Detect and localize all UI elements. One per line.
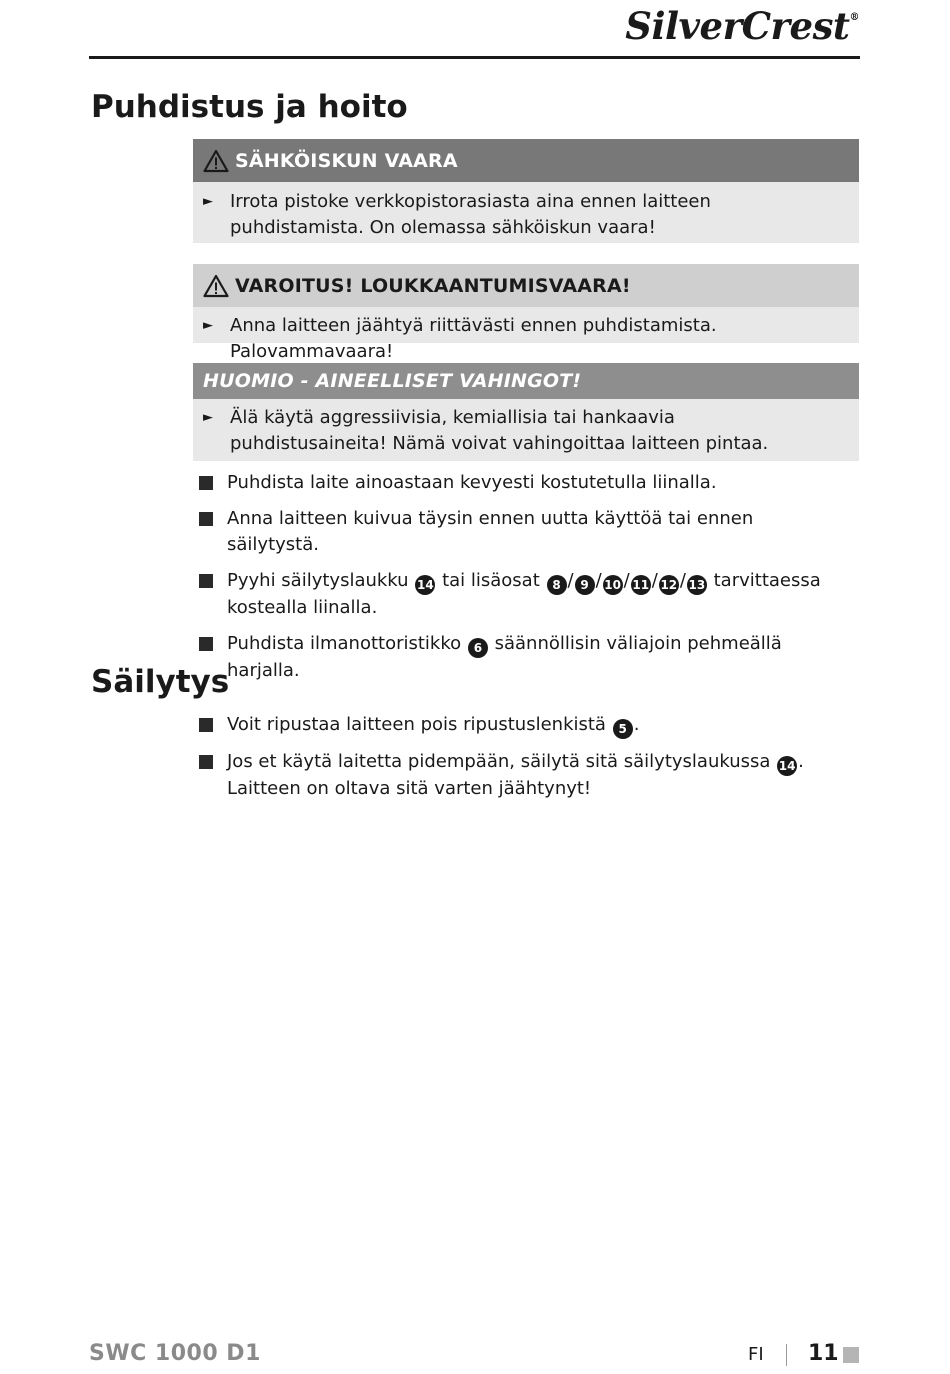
danger-box [193,139,859,243]
list-item [199,470,849,496]
danger-heading: SÄHKÖISKUN VAARA [235,149,458,172]
arrow-right-icon: ► [203,194,213,209]
section-title-cleaning: Puhdistus ja hoito [91,89,408,125]
warning-triangle-icon [203,149,229,173]
part-number-badge: 5 [613,719,633,739]
notice-box [193,363,859,461]
square-bullet-icon [199,637,213,651]
part-number-badge: 9 [575,575,595,595]
list-item: Jos et käytä laitetta pidempään, säilytä sitä säilytyslaukussa 14 . Laitteen on oltava sitä varten jäähtynyt! [199,749,849,802]
list-item-text: Puhdista ilmanottoristikko [227,633,462,654]
header-rule [89,56,860,59]
list-item-text: tai lisäosat [442,570,540,591]
part-number-badge: 6 [468,638,488,658]
warning-item-text: Anna laitteen jäähtyä riittävästi ennen puhdistamista. Palovammavaara! [230,315,717,362]
square-bullet-icon [199,718,213,732]
footer-square-icon [843,1347,859,1363]
cleaning-bullet-list [199,470,849,694]
warning-box-header [193,264,859,307]
square-bullet-icon [199,512,213,526]
part-number-badge: 11 [631,575,651,595]
warning-box-body [193,307,859,362]
arrow-right-icon: ► [203,318,213,333]
danger-box-body [193,182,859,243]
list-item: Pyyhi säilytyslaukku 14 tai lisäosat 8 / 9 / 10 / 11 / 12 / 13 tarvittaessa kostealla liinalla. [199,568,849,621]
list-item-text: Voit ripustaa laitteen pois ripustuslenkistä [227,714,606,735]
list-item-text: Jos et käytä laitetta pidempään, säilytä sitä säilytyslaukussa [227,751,771,772]
footer-language: FI [748,1344,764,1365]
square-bullet-icon [199,476,213,490]
part-number-badge: 14 [777,756,797,776]
section-title-storage: Säilytys [91,664,230,700]
page-number: 11 [808,1341,839,1366]
warning-item [193,313,859,365]
list-item-text: tarvittaessa kostealla liinalla. [227,570,821,618]
list-item: Voit ripustaa laitteen pois ripustuslenkistä 5 . [199,712,849,739]
list-item-text: säännöllisin väliajoin pehmeällä harjalla. [227,633,782,681]
notice-box-header [193,363,859,399]
notice-item [193,405,820,457]
silvercrest-logo: SilverCrest® [625,4,859,48]
notice-box-body [193,399,859,461]
notice-item-text: Älä käytä aggressiivisia, kemiallisia tai hankaavia puhdistusaineita! Nämä voivat vahingoittaa laitteen pintaa. [230,407,769,454]
danger-box-header [193,139,859,182]
footer-separator [786,1344,787,1366]
part-number-badge: 13 [687,575,707,595]
list-item [199,631,849,684]
notice-heading: HUOMIO - AINEELLISET VAHINGOT! [203,370,582,392]
square-bullet-icon [199,574,213,588]
danger-item-text: Irrota pistoke verkkopistorasiasta aina ennen laitteen puhdistamista. On olemassa sähköiskun vaara! [230,191,711,238]
part-number-badge: 14 [415,575,435,595]
arrow-right-icon: ► [203,410,213,425]
list-item-text: Anna laitteen kuivua täysin ennen uutta käyttöä tai ennen säilytystä. [227,508,754,555]
list-item [199,506,849,558]
warning-box [193,264,859,362]
part-number-badge: 10 [603,575,623,595]
storage-bullet-list [199,712,849,812]
square-bullet-icon [199,755,213,769]
danger-item [193,189,820,241]
footer-model: SWC 1000 D1 [89,1341,261,1366]
list-item-text: Laitteen on oltava sitä varten jäähtynyt! [227,778,592,799]
list-item-text: Pyyhi säilytyslaukku [227,570,409,591]
part-number-badge: 12 [659,575,679,595]
list-item-text: Puhdista laite ainoastaan kevyesti kostutetulla liinalla. [227,472,717,493]
warning-heading: VAROITUS! LOUKKAANTUMISVAARA! [235,274,631,297]
warning-triangle-icon [203,274,229,298]
part-number-badge: 8 [547,575,567,595]
